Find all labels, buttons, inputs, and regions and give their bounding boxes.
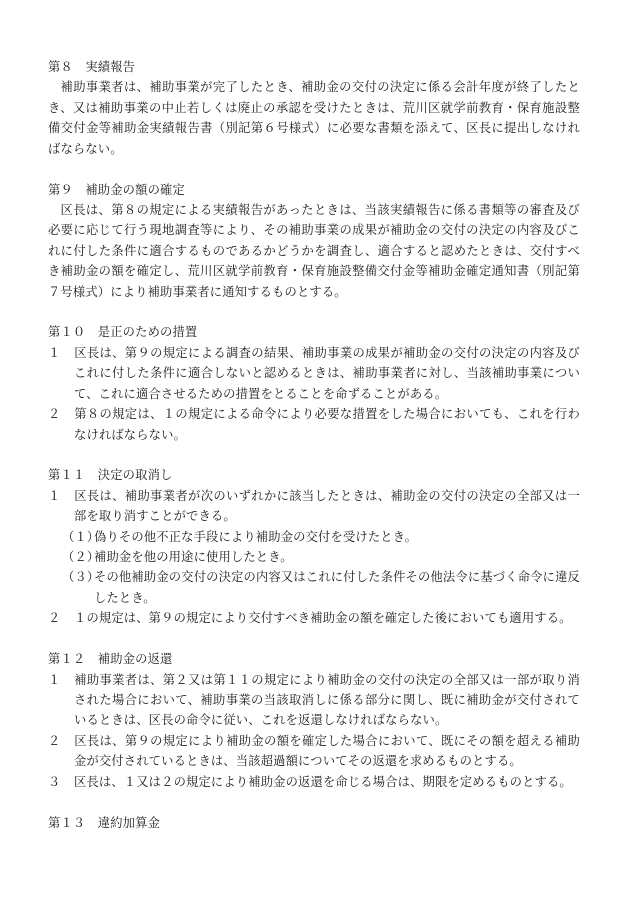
section-paragraph: 区長は、第８の規定による実績報告があったときは、当該実績報告に係る書類等の審査及び必要に応じて行う現地調査等により、その補助事業の成果が補助金の交付の決定の内容及びこれに付した条件に適合するものであるかどうかを調査し、適合すると認めたときは、交付すべき補助金の額を確定し、荒川区就学前教育・保育施設整備交付金等補助金確定通知書（別記第７号様式）により補助事業者に通知するものとする。 (48, 202, 580, 299)
item-number: ３ (48, 774, 61, 789)
item-number: ２ (48, 611, 61, 626)
sub-item-number: （３） (62, 570, 100, 585)
item-number: １ (48, 345, 61, 360)
numbered-item (48, 731, 580, 772)
item-text: 区長は、１又は２の規定により補助金の返還を命じる場合は、期限を定めるものとする。 (74, 774, 572, 789)
numbered-item (48, 486, 580, 527)
section-9-amount-determination (48, 180, 580, 302)
item-text: 第８の規定は、１の規定による命令により必要な措置をした場合においても、これを行わなければならない。 (74, 407, 580, 442)
numbered-item (48, 608, 580, 628)
section-13-penalty-surcharge (48, 813, 580, 833)
section-heading: 第１２ 補助金の返還 (48, 652, 173, 667)
section-8-performance-report (48, 57, 580, 159)
item-number: １ (48, 672, 61, 687)
numbered-item (48, 772, 580, 792)
sub-item (48, 547, 580, 567)
section-11-revocation (48, 465, 580, 628)
item-number: ２ (48, 407, 61, 422)
sub-item (48, 567, 580, 608)
numbered-item (48, 670, 580, 731)
sub-item-number: （２） (62, 550, 100, 565)
sub-item-text: 偽りその他不正な手段により補助金の交付を受けたとき。 (94, 529, 418, 544)
sub-item (48, 527, 580, 547)
section-heading: 第１０ 是正のための措置 (48, 325, 198, 340)
item-number: ２ (48, 733, 61, 748)
section-10-corrective-measures (48, 322, 580, 444)
item-text: １の規定は、第９の規定により交付すべき補助金の額を確定した後においても適用する。 (74, 611, 572, 626)
item-text: 区長は、第９の規定により補助金の額を確定した場合において、既にその額を超える補助金が交付されているときは、当該超過額についてその返還を求めるものとする。 (74, 733, 580, 769)
sub-item-number: （１） (62, 529, 100, 544)
sub-item-text: 補助金を他の用途に使用したとき。 (94, 550, 293, 565)
numbered-item (48, 343, 580, 404)
item-text: 区長は、第９の規定による調査の結果、補助事業の成果が補助金の交付の決定の内容及びこれに付した条件に適合しないと認めるときは、補助事業者に対し、当該補助事業について、これに適合させるための措置をとることを命ずることがある。 (74, 345, 580, 401)
section-paragraph: 補助事業者は、補助事業が完了したとき、補助金の交付の決定に係る会計年度が終了したとき、又は補助事業の中止若しくは廃止の承認を受けたときは、荒川区就学前教育・保育施設整備交付金等補助金実績報告書（別記第６号様式）に必要な書類を添えて、区長に提出しなければならない。 (48, 80, 580, 156)
item-text: 補助事業者は、第２又は第１１の規定により補助金の交付の決定の全部又は一部が取り消された場合において、補助事業の当該取消しに係る部分に関し、既に補助金が交付されているときは、区長の命令に従い、これを返還しなければならない。 (74, 672, 580, 728)
item-number: １ (48, 488, 61, 503)
section-12-refund (48, 649, 580, 792)
section-heading: 第１１ 決定の取消し (48, 468, 173, 483)
numbered-item (48, 404, 580, 445)
section-heading: 第９ 補助金の額の確定 (48, 182, 185, 197)
section-heading: 第１３ 違約加算金 (48, 815, 161, 830)
item-text: 区長は、補助事業者が次のいずれかに該当したときは、補助金の交付の決定の全部又は一部を取り消すことができる。 (74, 488, 580, 524)
section-heading: 第８ 実績報告 (48, 60, 136, 74)
sub-item-text: その他補助金の交付の決定の内容又はこれに付した条件その他法令に基づく命令に違反したとき。 (94, 570, 580, 605)
